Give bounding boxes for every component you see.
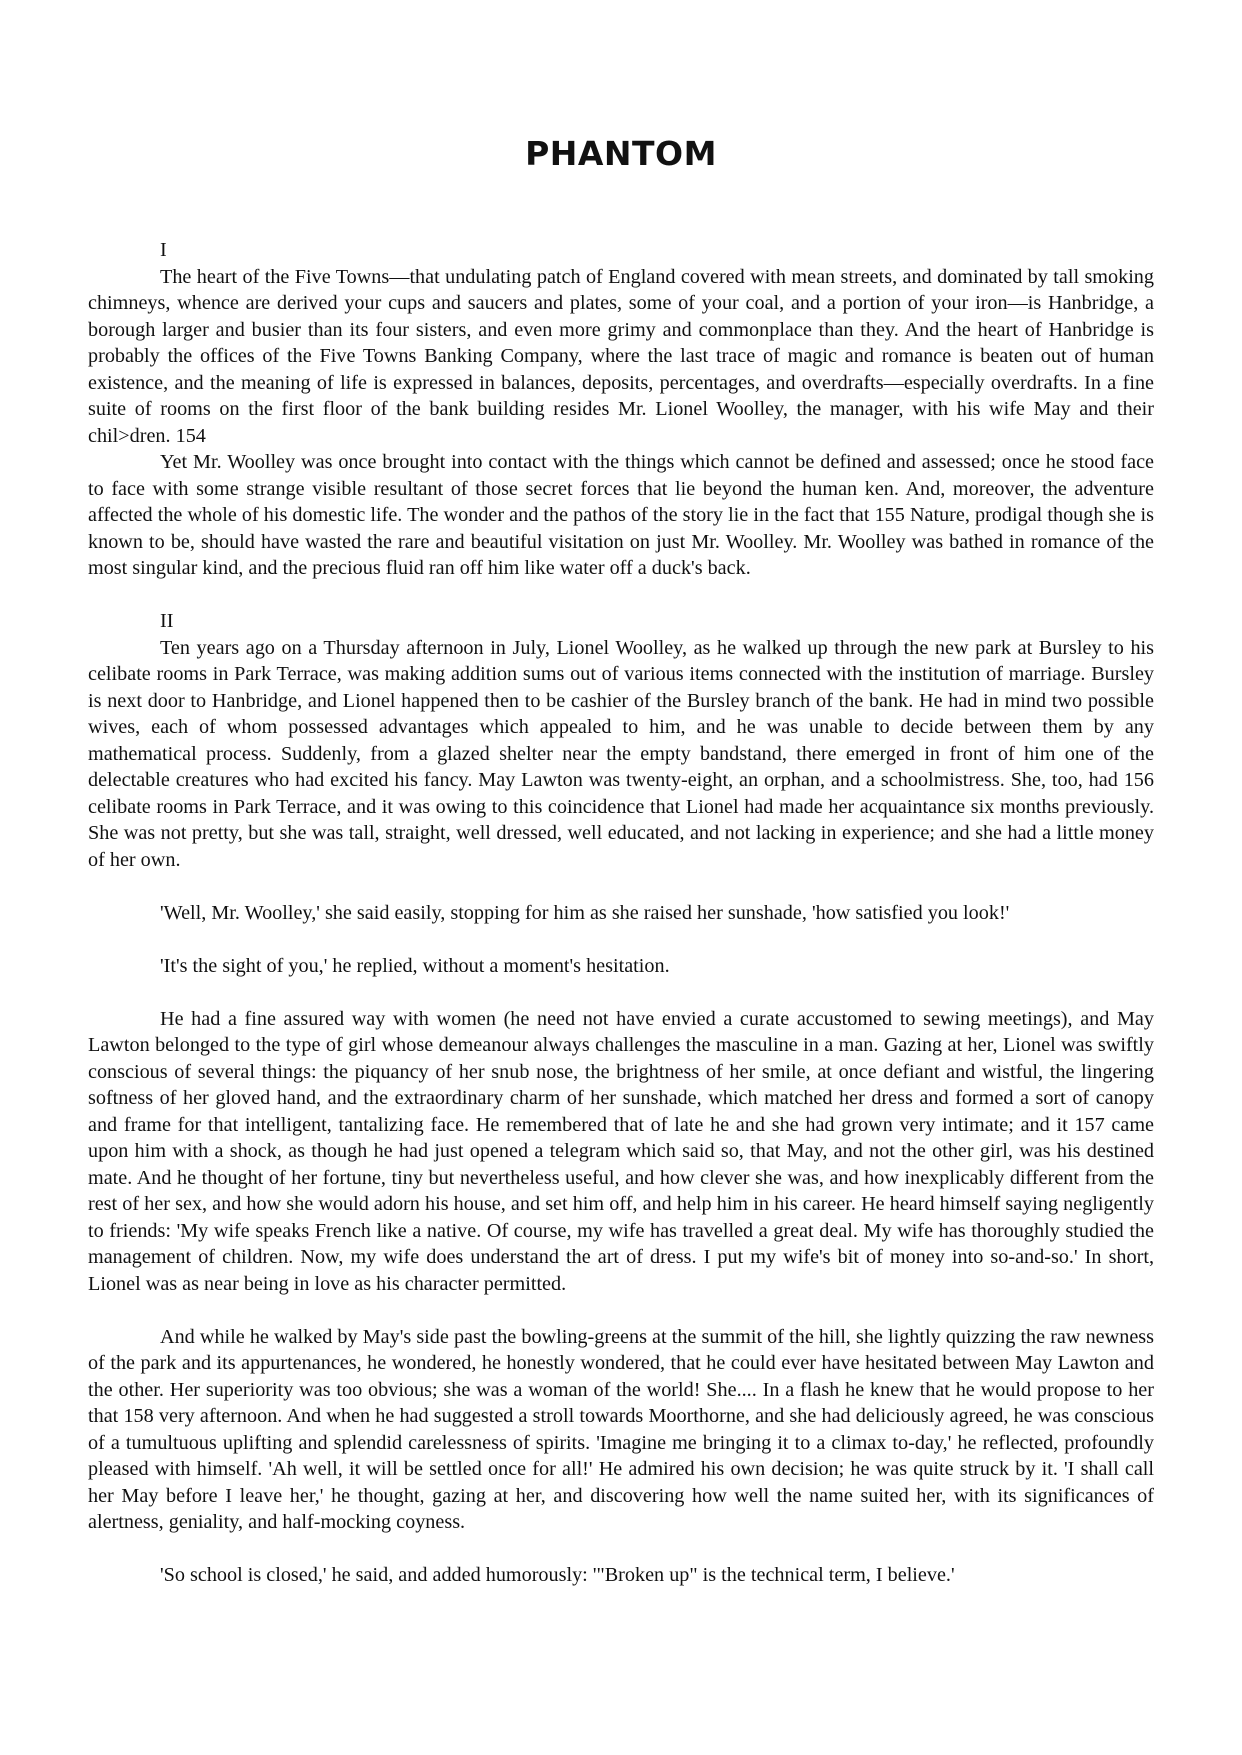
paragraph-spacer: [88, 1297, 1154, 1324]
dialogue-paragraph: 'Well, Mr. Woolley,' she said easily, stopping for him as she raised her sunshade, 'how satisfied you look!': [160, 901, 1010, 924]
section-spacer: [88, 582, 1154, 609]
paragraph: The heart of the Five Towns—that undulating patch of England covered with mean streets, and dominated by tall smoking chimneys, whence are derived your cups and saucers and plates, some of your coal, and a portion of your iron—is Hanbridge, a borough larger and busier than its four sisters, and even more grimy and commonplace than they. And the heart of Hanbridge is probably the offices of the Five Towns Banking Company, where the last trace of magic and romance is beaten out of human existence, and the meaning of life is expressed in balances, deposits, percentages, and overdrafts—especially overdrafts. In a fine suite of rooms on the first floor of the bank building resides Mr. Lionel Woolley, the manager, with his wife May and their chil>dren. 154: [88, 265, 1154, 447]
dialogue-paragraph: 'So school is closed,' he said, and added humorously: '"Broken up" is the technical term, I believe.': [160, 1564, 955, 1586]
section-two: [88, 608, 1154, 1589]
paragraph-spacer: [88, 979, 1154, 1006]
paragraph-spacer: [88, 1536, 1154, 1563]
document-title: PHANTOM: [525, 134, 717, 173]
title-spacer: [88, 174, 1154, 237]
section-numeral: II: [160, 610, 174, 632]
paragraph: He had a fine assured way with women (he need not have envied a curate accustomed to sewing meetings), and May Lawton belonged to the type of girl whose demeanour always challenges the masculine in a man. Gazing at her, Lionel was swiftly conscious of several things: the piquancy of her snub nose, the brightness of her smile, at once defiant and wistful, the lingering softness of her gloved hand, and the extraordinary charm of her sunshade, which matched her dress and formed a sort of canopy and frame for that intelligent, tantalizing face. He remembered that of late he and she had grown very intimate; and it 157 came upon him with a shock, as though he had just opened a telegram which said so, that May, and not the other girl, was his destined mate. And he thought of her fortune, tiny but nevertheless useful, and how clever she was, and how inexplicably different from the rest of her sex, and how she would adorn his house, and set him off, and help him in his career. He heard himself saying negligently to friends: 'My wife speaks French like a native. Of course, my wife has travelled a great deal. My wife has thoroughly studied the management of children. Now, my wife does understand the art of dress. I put my wife's bit of money into so-and-so.' In short, Lionel was as near being in love as his character permitted.: [88, 1007, 1154, 1295]
paragraph-spacer: [88, 926, 1154, 953]
paragraph: Ten years ago on a Thursday afternoon in July, Lionel Woolley, as he walked up through the new park at Bursley to his celibate rooms in Park Terrace, was making addition sums out of various items connected with the institution of marriage. Bursley is next door to Hanbridge, and Lionel happened then to be cashier of the Bursley branch of the bank. He had in mind two possible wives, each of whom possessed advantages which appealed to him, and he was unable to decide between them by any mathematical process. Suddenly, from a glazed shelter near the empty bandstand, there emerged in front of him one of the delectable creatures who had excited his fancy. May Lawton was twenty-eight, an orphan, and a schoolmistress. She, too, had 156 celibate rooms in Park Terrace, and it was owing to this coincidence that Lionel had made her acquaintance six months previously. She was not pretty, but she was tall, straight, well dressed, well educated, and not lacking in experience; and she had a little money of her own.: [88, 636, 1154, 871]
paragraph-spacer: [88, 873, 1154, 900]
document-page: [88, 0, 1154, 1755]
section-numeral: I: [160, 239, 167, 261]
paragraph: And while he walked by May's side past the bowling-greens at the summit of the hill, she lightly quizzing the raw newness of the park and its appurtenances, he wondered, he honestly wondered, that he could ever have hesitated between May Lawton and the other. Her superiority was too obvious; she was a woman of the world! She.... In a flash he knew that he would propose to her that 158 very afternoon. And when he had suggested a stroll towards Moorthorne, and she had deliciously agreed, he was conscious of a tumultuous uplifting and splendid carelessness of spirits. 'Imagine me bringing it to a climax to-day,' he reflected, profoundly pleased with himself. 'Ah well, it will be settled once for all!' He admired his own decision; he was quite struck by it. 'I shall call her May before I leave her,' he thought, gazing at her, and discovering how well the name suited her, with its significances of alertness, geniality, and half-mocking coyness.: [88, 1325, 1154, 1533]
dialogue-paragraph: 'It's the sight of you,' he replied, without a moment's hesitation.: [160, 954, 670, 977]
section-one: [88, 237, 1154, 582]
paragraph: Yet Mr. Woolley was once brought into contact with the things which cannot be defined and assessed; once he stood face to face with some strange visible resultant of those secret forces that lie beyond the human ken. And, moreover, the adventure affected the whole of his domestic life. The wonder and the pathos of the story lie in the fact that 155 Nature, prodigal though she is known to be, should have wasted the rare and beautiful visitation on just Mr. Woolley. Mr. Woolley was bathed in romance of the most singular kind, and the precious fluid ran off him like water off a duck's back.: [88, 451, 1154, 579]
